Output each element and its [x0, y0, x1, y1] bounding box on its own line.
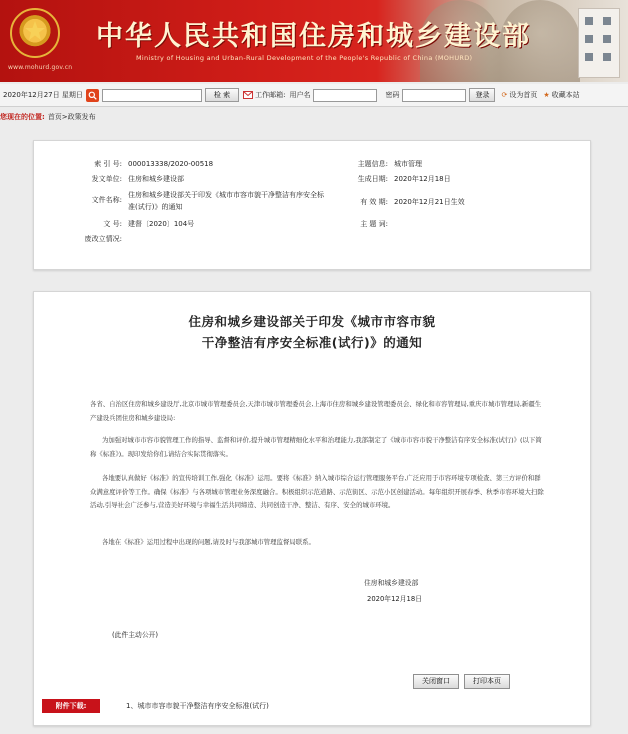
doc-number-row: 文 号: 建督〔2020〕104号 — [103, 220, 195, 228]
site-subtitle: Ministry of Housing and Urban-Rural Development of the People's Republic of China (MOHURD) — [136, 54, 473, 62]
sign-date: 2020年12月18日 — [367, 595, 422, 603]
search-input[interactable] — [102, 89, 202, 102]
top-toolbar — [0, 84, 628, 107]
set-home-link[interactable]: ⟳ 设为首页 — [501, 91, 538, 99]
breadcrumb-path[interactable]: 首页>政策发布 — [47, 113, 96, 121]
article-panel — [33, 291, 591, 726]
paragraph-requirements: 各地要认真做好《标准》的宣传培训工作,强化《标准》运用。要将《标准》纳入城市综合运行管理服务平台,广泛应用于市容环境专项检查、第三方评价和群众满意度评价等工作。确保《标准》与各项城市管理业务深度融合。积极组织示范道路、示范街区、示范小区创建活动。每年组织开展春季、秋季市容环境大扫除活动,引导社会广泛参与,营造美好环境与幸福生活共同缔造、共同创造干净、整洁、有序、安全的城市环境。 — [90, 474, 544, 509]
password-input[interactable] — [402, 89, 466, 102]
mail-icon — [243, 91, 253, 99]
current-date: 2020年12月27日 星期日 — [3, 91, 83, 99]
password-label: 密码 — [385, 91, 400, 99]
index-number-row: 索 引 号: 000013338/2020-00518 — [94, 160, 214, 168]
effective-row: 有 效 期: 2020年12月21日生效 — [360, 198, 465, 206]
mail-label: 工作邮箱: — [243, 90, 285, 100]
filename-row: 文件名称:住房和城乡建设部关于印发《城市市容市貌干净整洁有序安全标准(试行)》的通知 — [91, 191, 324, 211]
breadcrumb-label: 您现在的位置: — [0, 113, 45, 121]
public-note: (此件主动公开) — [112, 631, 159, 639]
home-icon: ⟳ — [501, 91, 508, 99]
repeal-row: 废改立情况: — [84, 235, 122, 243]
document-info-panel — [33, 140, 591, 270]
site-title: 中华人民共和国住房和城乡建设部 — [96, 21, 531, 52]
header-banner — [0, 0, 628, 82]
close-window-button[interactable]: 关闭窗口 — [413, 674, 459, 689]
favorite-link[interactable]: ★ 收藏本站 — [543, 91, 580, 99]
login-button[interactable]: 登录 — [469, 88, 495, 102]
building-decoration — [578, 8, 620, 78]
star-icon: ★ — [543, 91, 550, 99]
search-button[interactable]: 检 索 — [205, 88, 239, 102]
keywords-row: 主 题 词: — [360, 220, 388, 228]
article-title-line1: 住房和城乡建设部关于印发《城市市容市貌 — [188, 314, 436, 329]
paragraph-intro: 为加强对城市市容市貌管理工作的指导、监督和评价,提升城市管理精细化水平和治理能力,我部制定了《城市市容市貌干净整洁有序安全标准(试行)》(以下简称《标准》)。现印发给你们,请结合实际贯彻落实。 — [90, 436, 542, 458]
created-date-row: 生成日期: 2020年12月18日 — [357, 175, 451, 183]
username-input[interactable] — [313, 89, 377, 102]
breadcrumb — [0, 112, 96, 122]
site-url: www.mohurd.gov.cn — [8, 64, 73, 71]
attachment-link[interactable]: 1、城市市容市貌干净整洁有序安全标准(试行) — [126, 702, 269, 710]
username-label: 用户名 — [289, 91, 311, 99]
article-title-line2: 干净整洁有序安全标准(试行)》的通知 — [201, 335, 423, 350]
paragraph-contact: 各地在《标准》运用过程中出现的问题,请及时与我部城市管理监督局联系。 — [102, 538, 315, 546]
paragraph-addressees: 各省、自治区住房和城乡建设厅,北京市城市管理委员会,天津市城市管理委员会,上海市住房和城乡建设管理委员会、绿化和市容管理局,重庆市城市管理局,新疆生产建设兵团住房和城乡建设局: — [90, 400, 542, 422]
search-icon[interactable] — [86, 89, 99, 102]
issuer-row: 发文单位: 住房和城乡建设部 — [91, 175, 184, 183]
signer: 住房和城乡建设部 — [364, 579, 419, 587]
national-emblem-icon — [10, 8, 60, 58]
category-row: 主题信息: 城市管理 — [357, 160, 422, 168]
attachment-label: 附件下载: — [42, 699, 100, 713]
print-page-button[interactable]: 打印本页 — [464, 674, 510, 689]
